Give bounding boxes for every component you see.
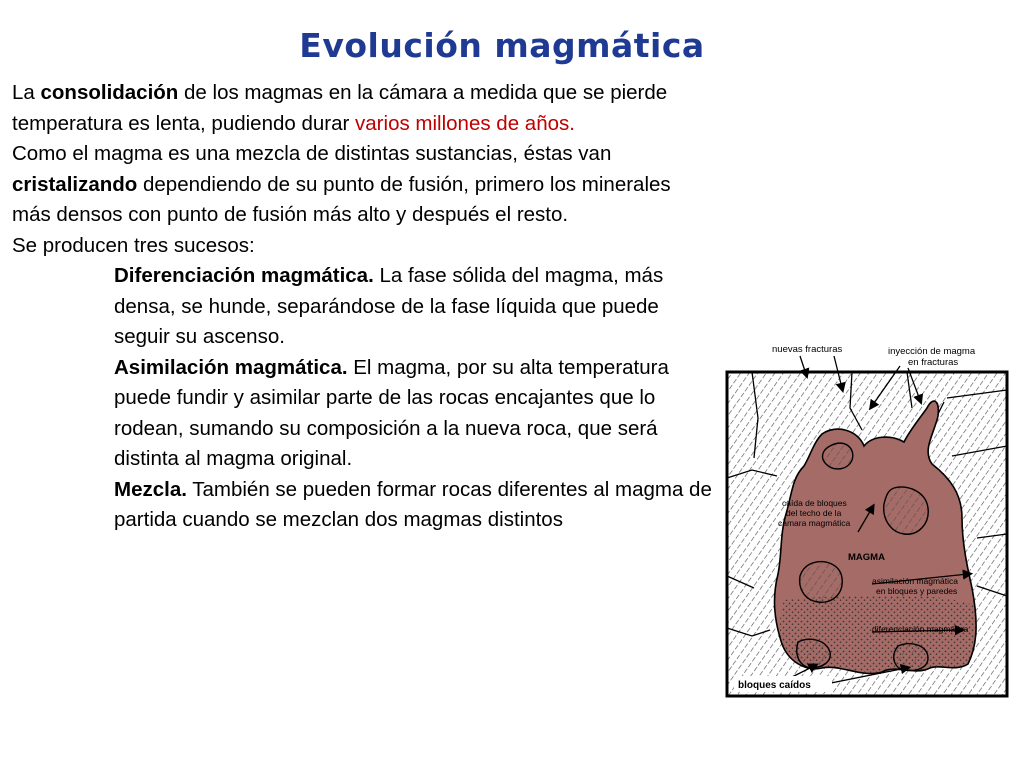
label-injection-1: inyección de magma xyxy=(888,346,976,357)
fallen-block-right xyxy=(894,644,928,671)
label-magma: MAGMA xyxy=(848,552,885,563)
label-assimilation-1: asimilación magmática xyxy=(872,576,958,586)
stoped-block-upper xyxy=(823,443,853,469)
label-block-fall-2: del techo de la xyxy=(786,508,842,518)
term-cristalizando: cristalizando xyxy=(12,172,138,196)
label-differentiation: diferenciación magmática xyxy=(872,624,969,634)
label-assimilation-2: en bloques y paredes xyxy=(876,586,958,596)
events-intro: Se producen tres sucesos: xyxy=(12,233,255,257)
label-fallen-blocks: bloques caídos xyxy=(738,680,811,691)
highlight-duration: varios millones de años. xyxy=(355,111,575,135)
label-injection-2: en fracturas xyxy=(908,357,959,368)
term-consolidacion: consolidación xyxy=(40,81,179,104)
slide-title: Evolución magmática xyxy=(299,26,705,65)
label-block-fall-3: cámara magmática xyxy=(778,518,851,528)
stoped-block-left xyxy=(800,562,843,603)
label-block-fall-1: caída de bloques xyxy=(782,498,847,508)
slide-body xyxy=(12,78,712,536)
event-assimilation: Asimilación magmática. El magma, por su alta temperatura puede fundir y asimilar parte de las rocas encajantes que lo rodean, sumando su composición a la nueva roca, que será distinta al magma original. xyxy=(114,355,669,470)
magma-chamber-svg xyxy=(722,338,1012,700)
crystallization-paragraph: Como el magma es una mezcla de distintas sustancias, éstas van cristalizando dependiendo de su punto de fusión, primero los minerales más densos con punto de fusión más alto y después el resto. xyxy=(12,142,671,226)
event-differentiation: Diferenciación magmática. La fase sólida del magma, más densa, se hunde, separándose de la fase líquida que puede seguir su ascenso. xyxy=(114,264,664,348)
magma-chamber-diagram xyxy=(722,338,1012,700)
event-mixing: Mezcla. También se pueden formar rocas diferentes al magma de partida cuando se mezclan dos magmas distintos xyxy=(114,477,712,531)
label-new-fractures: nuevas fracturas xyxy=(772,344,843,355)
intro-paragraph: La consolidación de los magmas en la cámara a medida que se pierde temperatura es lenta, pudiendo durar varios millones de años. xyxy=(12,81,668,135)
stoped-block-right xyxy=(884,487,929,534)
